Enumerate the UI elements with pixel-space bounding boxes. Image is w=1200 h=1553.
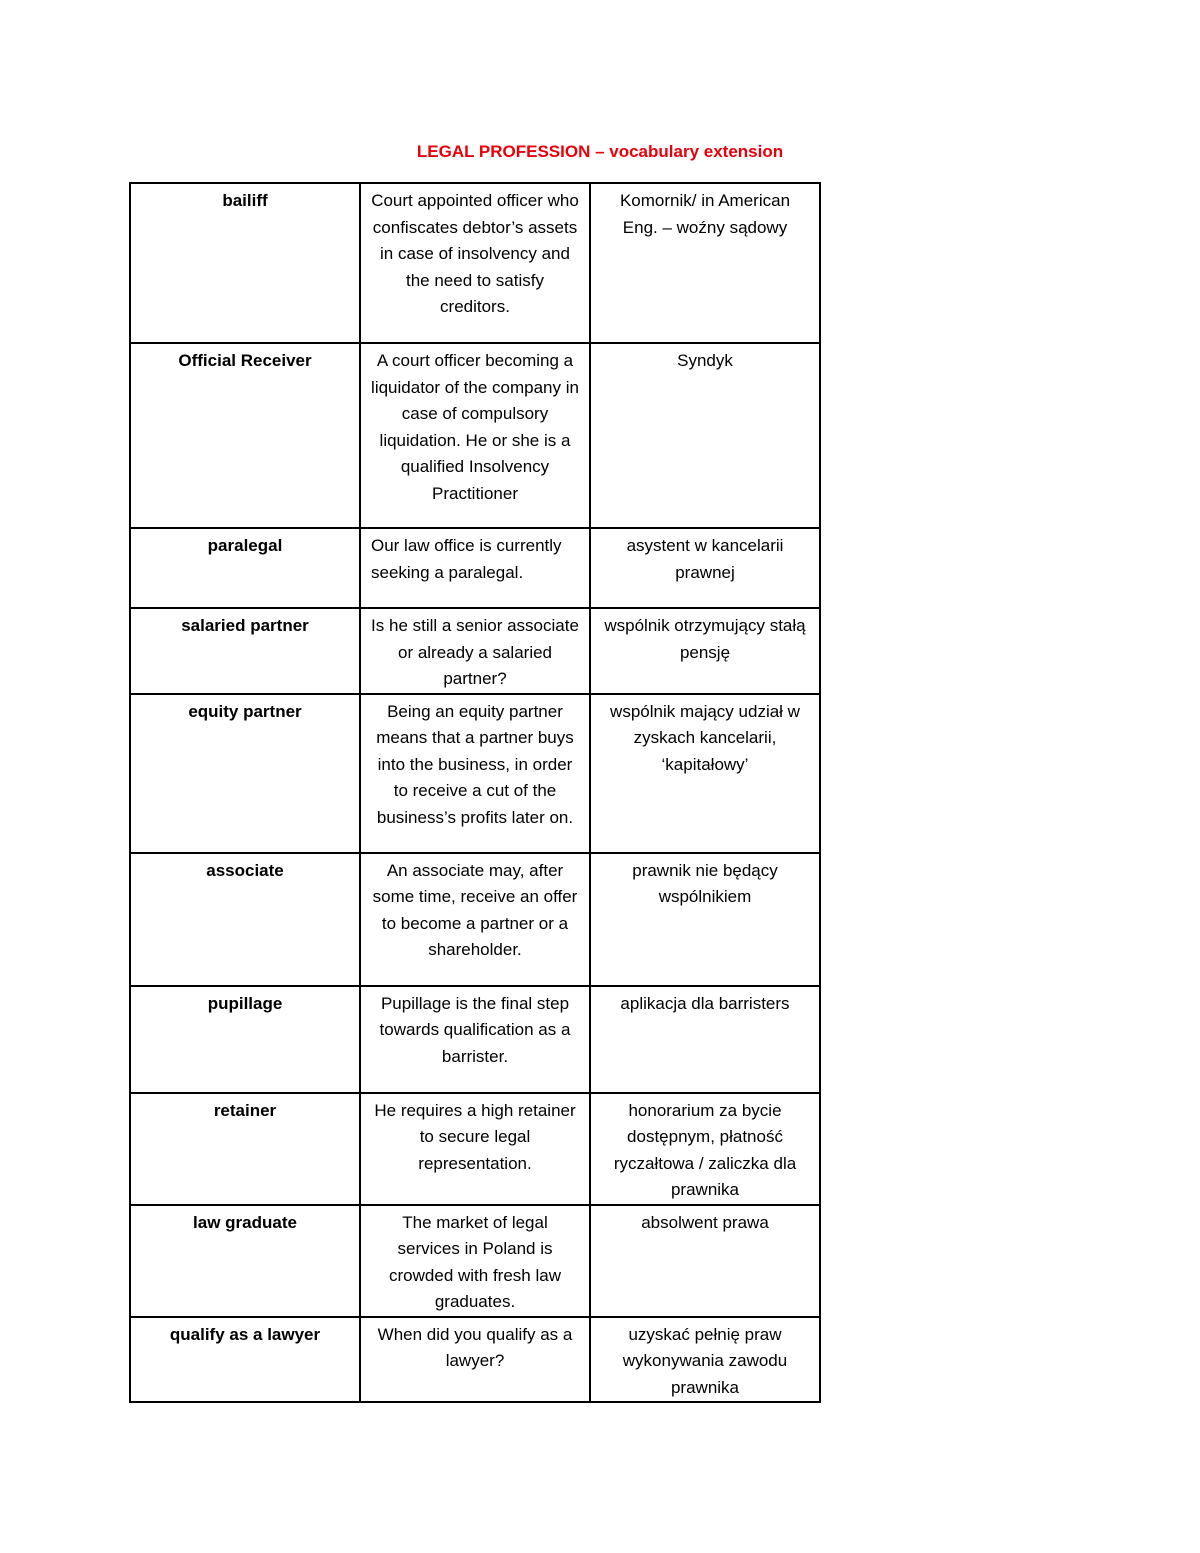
translation-cell: wspólnik mający udział w zyskach kancelarii, ‘kapitałowy’ bbox=[590, 694, 820, 853]
translation-cell: prawnik nie będący wspólnikiem bbox=[590, 853, 820, 986]
term-cell: law graduate bbox=[130, 1205, 360, 1317]
definition-cell: Being an equity partner means that a partner buys into the business, in order to receive a cut of the business’s profits later on. bbox=[360, 694, 590, 853]
definition-cell: When did you qualify as a lawyer? bbox=[360, 1317, 590, 1403]
table-row bbox=[130, 608, 820, 694]
term-cell: retainer bbox=[130, 1093, 360, 1205]
translation-cell: Komornik/ in American Eng. – woźny sądowy bbox=[590, 183, 820, 343]
translation-cell: honorarium za bycie dostępnym, płatność ryczałtowa / zaliczka dla prawnika bbox=[590, 1093, 820, 1205]
definition-cell: The market of legal services in Poland is crowded with fresh law graduates. bbox=[360, 1205, 590, 1317]
translation-cell: Syndyk bbox=[590, 343, 820, 528]
definition-cell: An associate may, after some time, receive an offer to become a partner or a shareholder. bbox=[360, 853, 590, 986]
vocabulary-table bbox=[129, 182, 821, 1403]
translation-cell: uzyskać pełnię praw wykonywania zawodu prawnika bbox=[590, 1317, 820, 1403]
document-title: LEGAL PROFESSION – vocabulary extension bbox=[416, 142, 784, 161]
term-cell: associate bbox=[130, 853, 360, 986]
table-row bbox=[130, 183, 820, 343]
term-cell: equity partner bbox=[130, 694, 360, 853]
definition-cell: He requires a high retainer to secure legal representation. bbox=[360, 1093, 590, 1205]
table-row bbox=[130, 853, 820, 986]
translation-cell: aplikacja dla barristers bbox=[590, 986, 820, 1093]
table-row bbox=[130, 1317, 820, 1403]
translation-cell: absolwent prawa bbox=[590, 1205, 820, 1317]
table-row bbox=[130, 986, 820, 1093]
translation-cell: wspólnik otrzymujący stałą pensję bbox=[590, 608, 820, 694]
term-cell: pupillage bbox=[130, 986, 360, 1093]
term-cell: salaried partner bbox=[130, 608, 360, 694]
definition-cell: Pupillage is the final step towards qualification as a barrister. bbox=[360, 986, 590, 1093]
definition-cell: A court officer becoming a liquidator of the company in case of compulsory liquidation. He or she is a qualified Insolvency Practitioner bbox=[360, 343, 590, 528]
table-row bbox=[130, 1093, 820, 1205]
term-cell: paralegal bbox=[130, 528, 360, 608]
term-cell: qualify as a lawyer bbox=[130, 1317, 360, 1403]
table-row bbox=[130, 343, 820, 528]
table-row bbox=[130, 1205, 820, 1317]
translation-cell: asystent w kancelarii prawnej bbox=[590, 528, 820, 608]
table-row bbox=[130, 528, 820, 608]
definition-cell: Is he still a senior associate or already a salaried partner? bbox=[360, 608, 590, 694]
term-cell: Official Receiver bbox=[130, 343, 360, 528]
definition-cell: Court appointed officer who confiscates debtor’s assets in case of insolvency and the need to satisfy creditors. bbox=[360, 183, 590, 343]
term-cell: bailiff bbox=[130, 183, 360, 343]
definition-cell: Our law office is currently seeking a paralegal. bbox=[360, 528, 590, 608]
table-row bbox=[130, 694, 820, 853]
